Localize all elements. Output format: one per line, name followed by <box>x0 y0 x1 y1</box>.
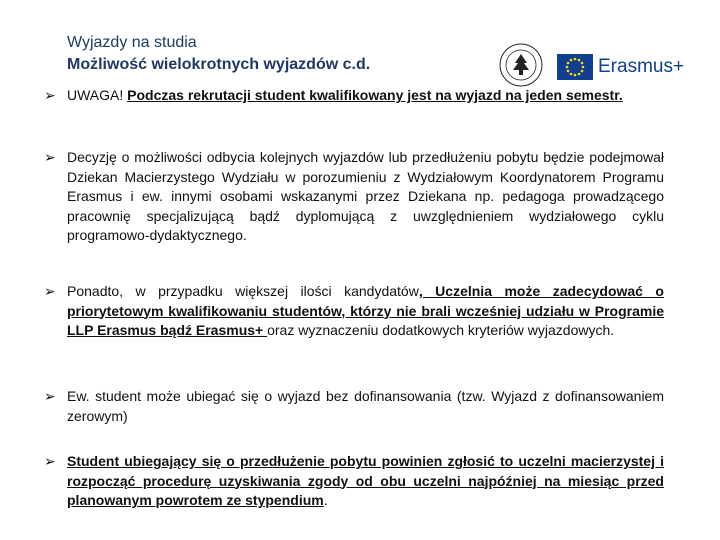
list-item <box>44 452 664 511</box>
list-item <box>44 387 664 426</box>
slide-title <box>67 32 370 76</box>
title-line-2: Możliwość wielokrotnych wyjazdów c.d. <box>67 56 371 73</box>
bullet-text: Ew. student może ubiegać się o wyjazd bez dofinansowania (tzw. Wyjazd z dofinansowaniem zerowym) <box>67 388 664 424</box>
bullet-trail: oraz wyznaczeniu dodatkowych kryteriów wyjazdowych. <box>267 322 615 338</box>
arrow-bullet-icon: ➢ <box>44 453 56 469</box>
bullet-lead: UWAGA! <box>67 87 128 103</box>
arrow-bullet-icon: ➢ <box>44 388 56 404</box>
arrow-bullet-icon: ➢ <box>44 149 56 165</box>
list-item <box>44 148 664 246</box>
arrow-bullet-icon: ➢ <box>44 87 56 103</box>
bullet-underlined: Podczas rekrutacji student kwalifikowany jest na wyjazd na jeden semestr. <box>127 87 623 103</box>
arrow-bullet-icon: ➢ <box>44 283 56 299</box>
list-item <box>44 86 664 106</box>
bullet-underlined: Student ubiegający się o przedłużenie pobytu powinien zgłosić to uczelni macierzystej i rozpocząć procedurę uzyskiwania zgody od obu uczelni najpóźniej na miesiąc przed planowanym powrotem ze stypendium <box>67 453 664 508</box>
title-line-1: Wyjazdy na studia <box>67 34 197 51</box>
university-emblem-icon <box>498 42 544 88</box>
bullet-trail: . <box>323 492 328 508</box>
erasmus-logo-text: Erasmus+ <box>598 56 685 77</box>
erasmus-logo <box>557 52 683 82</box>
bullet-text: Decyzję o możliwości odbycia kolejnych wyjazdów lub przedłużeniu pobytu będzie podejmował Dziekan Macierzystego Wydziału w porozumieniu z Wydziałowym Koordynatorem Programu Erasmus i ew. innymi osobami wskazanymi przez Dziekana np. pedagoga prowadzącego pracownię specjalizującą bądź dyplomującą z uwzględnieniem wydziałowego cyklu programowo-dydaktycznego. <box>67 149 664 243</box>
list-item <box>44 282 664 341</box>
bullet-underlined: , Uczelnia może zadecydować o priorytetowym kwalifikowaniu studentów, którzy nie brali wcześniej udziału w Programie LLP Erasmus bądź Erasmus+ <box>67 283 664 338</box>
bullet-lead: Ponadto, w przypadku większej ilości kandydatów <box>67 283 419 299</box>
eu-flag-icon <box>557 54 593 80</box>
